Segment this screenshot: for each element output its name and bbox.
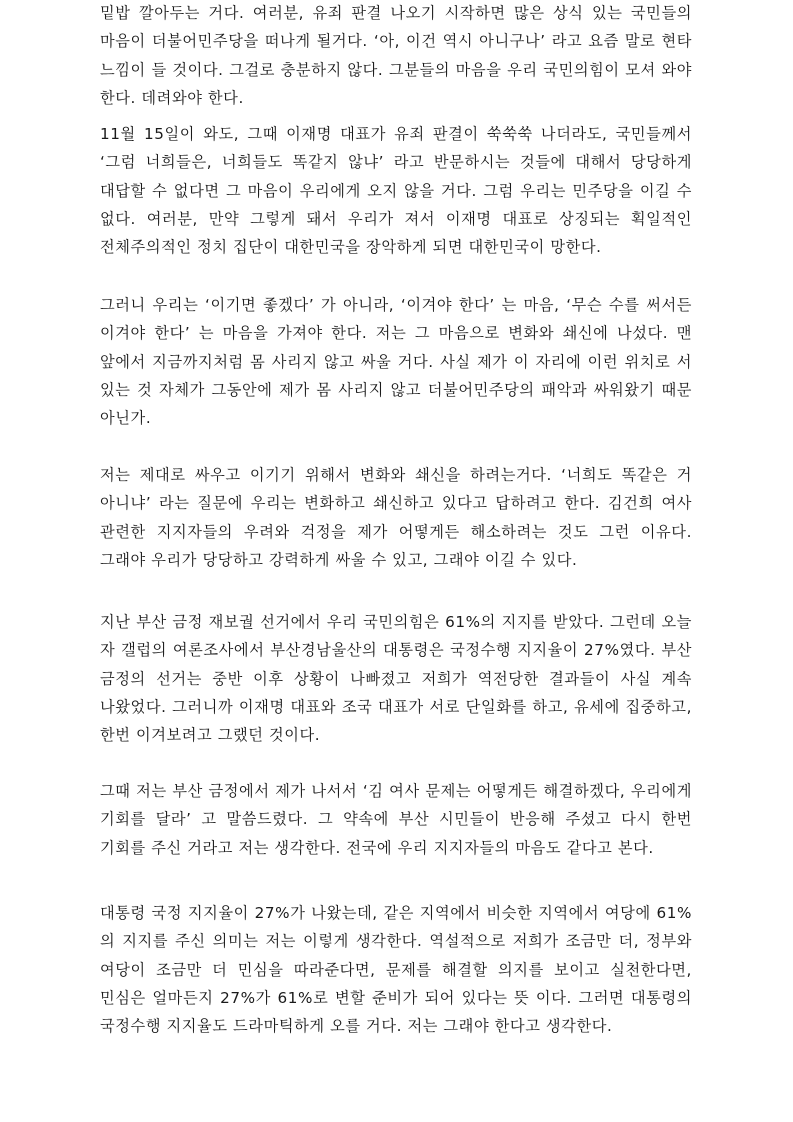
body-paragraph: 밑밥 깔아두는 거다. 여러분, 유죄 판결 나오기 시작하면 많은 상식 있는 국민들의 마음이 더불어민주당을 떠나게 될거다. ‘아, 이건 역시 아니구나’ 라고 요즘 말로 현타 느낌이 들 것이다. 그걸로 충분하지 않다. 그분들의 마음을 우리 국민의힘이 모셔 와야 한다. 데려와야 한다. (100, 4, 692, 107)
body-paragraph: 11월 15일이 와도, 그때 이재명 대표가 유죄 판결이 쑥쑥쑥 나더라도, 국민들께서 ‘그럼 너희들은, 너희들도 똑같지 않냐’ 라고 반문하시는 것들에 대해서 당당하게 대답할 수 없다면 그 마음이 우리에게 오지 않을 거다. 그럼 우리는 민주당을 이길 수 없다. 여러분, 만약 그렇게 돼서 우리가 져서 이재명 대표로 상징되는 획일적인 전체주의적인 정치 집단이 대한민국을 장악하게 되면 대한민국이 망한다. (100, 125, 692, 257)
body-paragraph: 그러니 우리는 ‘이기면 좋겠다’ 가 아니라, ‘이겨야 한다’ 는 마음, ‘무슨 수를 써서든 이겨야 한다’ 는 마음을 가져야 한다. 저는 그 마음으로 변화와 쇄신에 나섰다. 맨 앞에서 지금까지처럼 몸 사리지 않고 싸울 거다. 사실 제가 이 자리에 이런 위치로 서 있는 것 자체가 그동안에 제가 몸 사리지 않고 더불어민주당의 패악과 싸워왔기 때문 아닌가. (100, 296, 692, 428)
body-paragraph: 지난 부산 금정 재보궐 선거에서 우리 국민의힘은 61%의 지지를 받았다. 그런데 오늘 자 갤럽의 여론조사에서 부산경남울산의 대통령은 국정수행 지지율이 27%였다. 부산 금정의 선거는 중반 이후 상황이 나빠졌고 저희가 역전당한 결과들이 사실 계속 나왔었다. 그러니까 이재명 대표와 조국 대표가 서로 단일화를 하고, 유세에 집중하고, 한번 이겨보려고 그랬던 것이다. (100, 613, 692, 745)
body-paragraph: 대통령 국정 지지율이 27%가 나왔는데, 같은 지역에서 비슷한 지역에서 여당에 61%의 지지를 주신 의미는 저는 이렇게 생각한다. 역설적으로 저희가 조금만 더, 정부와 여당이 조금만 더 민심을 따라준다면, 문제를 해결할 의지를 보이고 실천한다면, 민심은 얼마든지 27%가 61%로 변할 준비가 되어 있다는 뜻 이다. 그러면 대통령의 국정수행 지지율도 드라마틱하게 오를 거다. 저는 그래야 한다고 생각한다. (100, 904, 692, 1036)
body-paragraph: 저는 제대로 싸우고 이기기 위해서 변화와 쇄신을 하려는거다. ‘너희도 똑같은 거 아니냐’ 라는 질문에 우리는 변화하고 쇄신하고 있다고 답하려고 한다. 김건희 여사 관련한 지지자들의 우려와 걱정을 제가 어떻게든 해소하려는 것도 그런 이유다. 그래야 우리가 당당하고 강력하게 싸울 수 있고, 그래야 이길 수 있다. (100, 466, 692, 569)
body-paragraph: 그때 저는 부산 금정에서 제가 나서서 ‘김 여사 문제는 어떻게든 해결하겠다, 우리에게 기회를 달라’ 고 말씀드렸다. 그 약속에 부산 시민들이 반응해 주셨고 다시 한번 기회를 주신 거라고 저는 생각한다. 전국에 우리 지지자들의 마음도 같다고 본다. (100, 782, 692, 857)
